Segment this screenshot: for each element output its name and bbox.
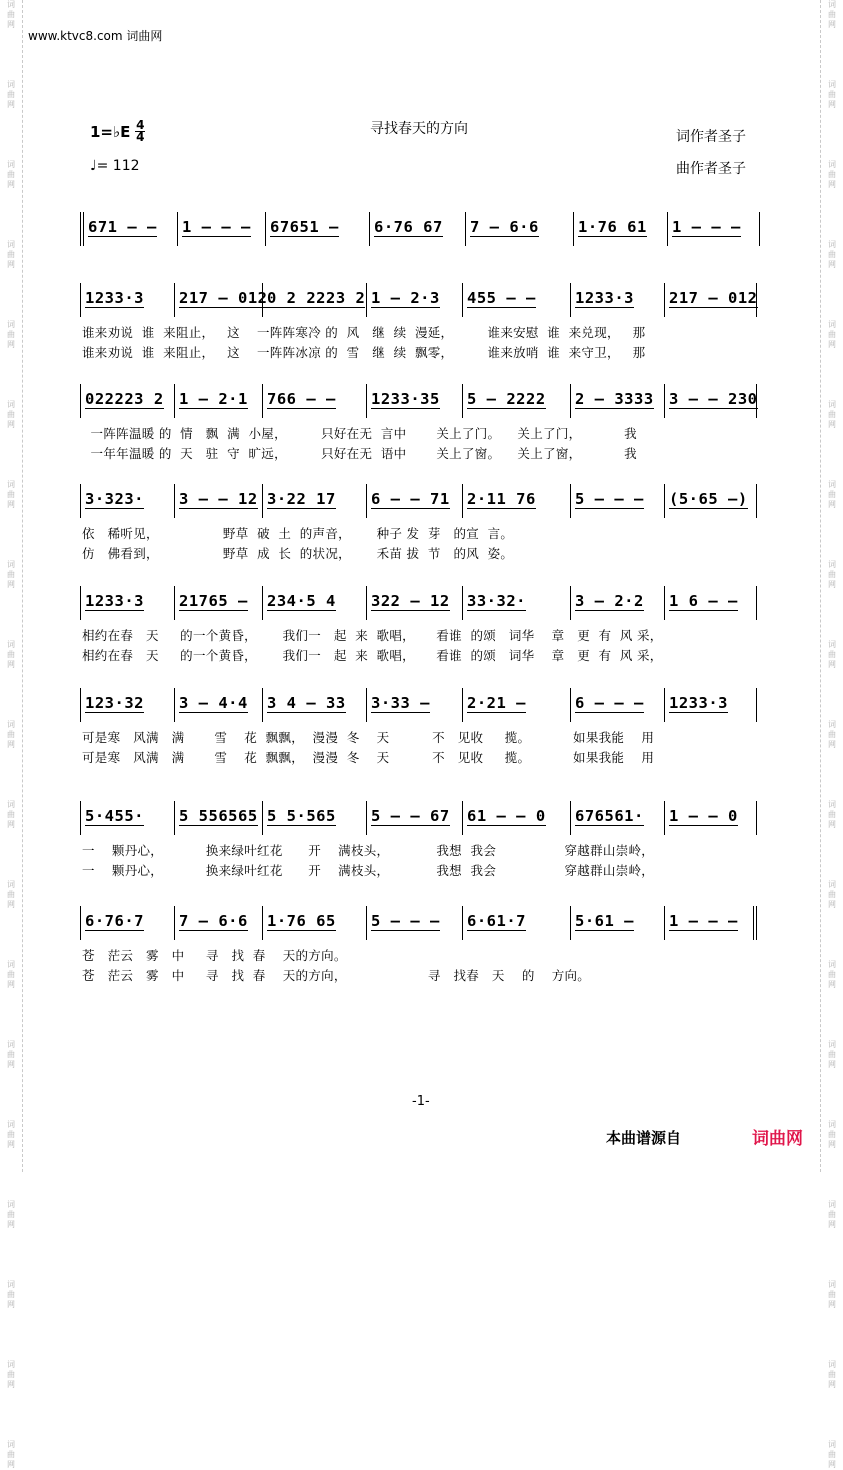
measure: [571, 801, 665, 835]
watermark-text: 词曲网: [7, 720, 15, 749]
lyric-line-2: 可是寒 风满 满 雪 花 飘飘， 漫漫 冬 天 不 见收 揽。 如果我能 用: [82, 750, 655, 765]
watermark-text: 词曲网: [828, 880, 836, 909]
watermark-text: 词曲网: [7, 560, 15, 589]
measure-notes: 3 4 – 33: [267, 694, 346, 712]
lyric-line-1: 可是寒 风满 满 雪 花 飘飘， 漫漫 冬 天 不 见收 揽。 如果我能 用: [82, 730, 655, 745]
watermark-text: 词曲网: [7, 1440, 15, 1469]
measure-notes: 6·76·7: [85, 912, 144, 930]
measure-notes: 2·21 –: [467, 694, 526, 712]
measure-notes: 0 2 2223 2: [267, 289, 366, 307]
watermark-text: 词曲网: [828, 240, 836, 269]
time-bottom: 4: [136, 130, 145, 144]
song-title: 寻找春天的方向: [370, 121, 468, 137]
watermark-text: 词曲网: [7, 1200, 15, 1229]
measure: [263, 586, 367, 620]
page-number: -1-: [412, 1094, 430, 1109]
watermark-text: 词曲网: [828, 1440, 836, 1469]
measure: [574, 212, 668, 246]
measure: [263, 688, 367, 722]
measure: [571, 586, 665, 620]
measure-notes: 67651 –: [270, 218, 339, 236]
measure: [665, 384, 757, 418]
measure-notes: 2 – 3333: [575, 390, 654, 408]
measure-notes: 217 – 012: [179, 289, 268, 307]
measure: [367, 484, 463, 518]
measure-notes: 61 – – 0: [467, 807, 546, 825]
measure-notes: 5 – 2222: [467, 390, 546, 408]
measure: [463, 586, 571, 620]
watermark-text: 词曲网: [828, 0, 836, 29]
measure: [263, 283, 367, 317]
lyric-line-2: 仿 佛看到， 野草 成 长 的状况， 禾苗 拔 节 的风 姿。: [82, 546, 514, 561]
measure: [178, 212, 266, 246]
watermark-text: 词曲网: [7, 0, 15, 29]
watermark-text: 词曲网: [828, 160, 836, 189]
measure: [263, 384, 367, 418]
measure-notes: 7 – 6·6: [179, 912, 248, 930]
measure: [263, 906, 367, 940]
measure: [571, 484, 665, 518]
measure-notes: 022223 2: [85, 390, 164, 408]
measure: [665, 688, 757, 722]
measure-notes: 234·5 4: [267, 592, 336, 610]
measure-notes: 7 – 6·6: [470, 218, 539, 236]
watermark-text: 词曲网: [828, 1360, 836, 1389]
measure-notes: 6 – – 71: [371, 490, 450, 508]
notation-line: [80, 384, 757, 418]
measure-notes: 5 556565: [179, 807, 258, 825]
watermark-text: 词曲网: [7, 480, 15, 509]
watermark-text: 词曲网: [828, 1280, 836, 1309]
measure-notes: 3 – – 12: [179, 490, 258, 508]
notation-line: [80, 586, 757, 620]
measure: [367, 384, 463, 418]
lyric-line-1: 一阵阵温暖 的 情 飘 满 小屋， 只好在无 言中 关上了门。 关上了门， 我: [82, 426, 637, 441]
watermark-text: 词曲网: [7, 1280, 15, 1309]
lyric-line-2: 一年年温暖 的 天 驻 守 旷远， 只好在无 语中 关上了窗。 关上了窗， 我: [82, 446, 637, 461]
source-label: 本曲谱源自: [606, 1129, 682, 1147]
lyric-line-1: 谁来劝说 谁 来阻止， 这 一阵阵寒冷 的 风 继 续 漫延， 谁来安慰 谁 来兑现， 那: [82, 325, 646, 340]
measure-notes: 322 – 12: [371, 592, 450, 610]
measure-notes: 5 – – –: [371, 912, 440, 930]
measure-notes: 5 – – –: [575, 490, 644, 508]
watermark-text: 词曲网: [828, 80, 836, 109]
notation-line: [80, 212, 760, 246]
measure: [463, 283, 571, 317]
measure-notes: 1 – – –: [182, 218, 251, 236]
measure: [81, 688, 175, 722]
measure: [466, 212, 574, 246]
lyric-line-2: 谁来劝说 谁 来阻止， 这 一阵阵冰凉 的 雪 继 续 飘零， 谁来放哨 谁 来守卫， 那: [82, 345, 646, 360]
watermark-text: 词曲网: [828, 320, 836, 349]
measure-notes: 1233·3: [85, 592, 144, 610]
measure-notes: 766 – –: [267, 390, 336, 408]
measure: [665, 801, 757, 835]
key-label: 1=♭E: [90, 122, 131, 141]
measure: [367, 586, 463, 620]
watermark-text: 词曲网: [828, 960, 836, 989]
measure-notes: 5·61 –: [575, 912, 634, 930]
measure-notes: 1 – – –: [669, 912, 738, 930]
measure: [463, 688, 571, 722]
watermark-text: 词曲网: [828, 560, 836, 589]
measure: [81, 906, 175, 940]
measure-notes: 1·76 61: [578, 218, 647, 236]
measure: [81, 283, 175, 317]
measure-notes: 3 – 4·4: [179, 694, 248, 712]
lyric-line-2: 一 颗丹心， 换来绿叶红花 开 满枝头， 我想 我会 穿越群山崇岭，: [82, 863, 655, 878]
measure-notes: 3·22 17: [267, 490, 336, 508]
notation-line: [80, 283, 757, 317]
watermark-text: 词曲网: [7, 800, 15, 829]
lyric-line-1: 一 颗丹心， 换来绿叶红花 开 满枝头， 我想 我会 穿越群山崇岭，: [82, 843, 655, 858]
watermark-text: 词曲网: [7, 320, 15, 349]
measure: [665, 906, 757, 940]
lyric-line-1: 相约在春 天 的一个黄昏， 我们一 起 来 歌唱， 看谁 的颂 词华 章 更 有 风 采，: [82, 628, 663, 643]
measure-notes: 1 6 – –: [669, 592, 738, 610]
watermark-text: 词曲网: [7, 80, 15, 109]
time-signature: [135, 120, 145, 143]
composer: 曲作者圣子: [676, 161, 746, 177]
measure: [175, 384, 263, 418]
measure: [175, 906, 263, 940]
measure-notes: 5 5·565: [267, 807, 336, 825]
watermark-text: 词曲网: [7, 160, 15, 189]
measure-notes: 1 – 2·3: [371, 289, 440, 307]
watermark-text: 词曲网: [828, 800, 836, 829]
measure: [175, 586, 263, 620]
measure: [81, 384, 175, 418]
measure-notes: 6·76 67: [374, 218, 443, 236]
right-watermark-strip: [820, 0, 843, 1469]
measure-notes: 1233·3: [85, 289, 144, 307]
measure-notes: 1233·35: [371, 390, 440, 408]
measure: [463, 906, 571, 940]
site-url: www.ktvc8.com 词曲网: [28, 29, 163, 43]
watermark-text: 词曲网: [7, 1040, 15, 1069]
watermark-text: 词曲网: [7, 400, 15, 429]
notation-line: [80, 688, 757, 722]
measure-notes: 1·76 65: [267, 912, 336, 930]
time-top: 4: [136, 118, 145, 132]
measure: [665, 484, 757, 518]
measure: [367, 801, 463, 835]
measure: [571, 384, 665, 418]
measure: [84, 212, 178, 246]
measure-notes: 1233·3: [669, 694, 728, 712]
measure: [665, 283, 757, 317]
watermark-text: 词曲网: [828, 400, 836, 429]
watermark-text: 词曲网: [7, 240, 15, 269]
watermark-text: 词曲网: [828, 480, 836, 509]
notation-line: [80, 484, 757, 518]
watermark-text: 词曲网: [828, 720, 836, 749]
measure: [81, 484, 175, 518]
left-watermark-strip: [0, 0, 23, 1469]
watermark-text: 词曲网: [828, 1040, 836, 1069]
watermark-text: 词曲网: [7, 1360, 15, 1389]
measure-notes: 123·32: [85, 694, 144, 712]
watermark-text: 词曲网: [7, 880, 15, 909]
measure: [463, 801, 571, 835]
measure: [571, 906, 665, 940]
measure: [81, 801, 175, 835]
measure: [263, 801, 367, 835]
measure: [175, 283, 268, 317]
watermark-text: 词曲网: [7, 1120, 15, 1149]
watermark-text: 词曲网: [828, 640, 836, 669]
measure: [367, 906, 463, 940]
measure-notes: 3 – 2·2: [575, 592, 644, 610]
measure-notes: 2·11 76: [467, 490, 536, 508]
measure-notes: 1233·3: [575, 289, 634, 307]
measure-notes: 676561·: [575, 807, 644, 825]
tempo-marking: ♩= 112: [90, 158, 140, 174]
measure-notes: 5 – – 67: [371, 807, 450, 825]
lyric-line-2: 相约在春 天 的一个黄昏， 我们一 起 来 歌唱， 看谁 的颂 词华 章 更 有 风 采，: [82, 648, 663, 663]
lyric-line-1: 依 稀听见， 野草 破 土 的声音， 种子 发 芽 的宣 言。: [82, 526, 514, 541]
measure-notes: 1 – – 0: [669, 807, 738, 825]
measure-notes: 6 – – –: [575, 694, 644, 712]
measure-notes: 21765 –: [179, 592, 248, 610]
watermark-text: 词曲网: [7, 960, 15, 989]
measure-notes: 33·32·: [467, 592, 526, 610]
logo: 词曲网: [752, 1129, 803, 1149]
measure-notes: 217 – 012: [669, 289, 758, 307]
lyric-line-1: 苍 茫云 雾 中 寻 找 春 天的方向。: [82, 948, 347, 963]
watermark-text: 词曲网: [828, 1120, 836, 1149]
measure-notes: 3·33 –: [371, 694, 430, 712]
measure: [665, 586, 757, 620]
measure-notes: 455 – –: [467, 289, 536, 307]
notation-line: [80, 906, 757, 940]
lyricist: 词作者圣子: [676, 129, 746, 145]
measure: [463, 384, 571, 418]
measure: [370, 212, 466, 246]
measure: [367, 688, 463, 722]
measure-notes: 3·323·: [85, 490, 144, 508]
measure-notes: 1 – 2·1: [179, 390, 248, 408]
measure-notes: 1 – – –: [672, 218, 741, 236]
measure-notes: (5·65 –): [669, 490, 748, 508]
notation-line: [80, 801, 757, 835]
measure-notes: 671 – –: [88, 218, 157, 236]
watermark-text: 词曲网: [828, 1200, 836, 1229]
measure: [175, 484, 263, 518]
watermark-text: 词曲网: [7, 640, 15, 669]
measure: [668, 212, 760, 246]
measure: [175, 688, 263, 722]
measure: [571, 283, 665, 317]
measure: [81, 586, 175, 620]
measure: [266, 212, 370, 246]
measure: [571, 688, 665, 722]
measure-notes: 6·61·7: [467, 912, 526, 930]
measure-notes: 5·455·: [85, 807, 144, 825]
measure: [175, 801, 263, 835]
measure-notes: 3 – – 230: [669, 390, 758, 408]
measure: [367, 283, 463, 317]
measure: [263, 484, 367, 518]
lyric-line-2: 苍 茫云 雾 中 寻 找 春 天的方向， 寻 找春 天 的 方向。: [82, 968, 591, 983]
measure: [463, 484, 571, 518]
key-signature: [90, 120, 145, 143]
